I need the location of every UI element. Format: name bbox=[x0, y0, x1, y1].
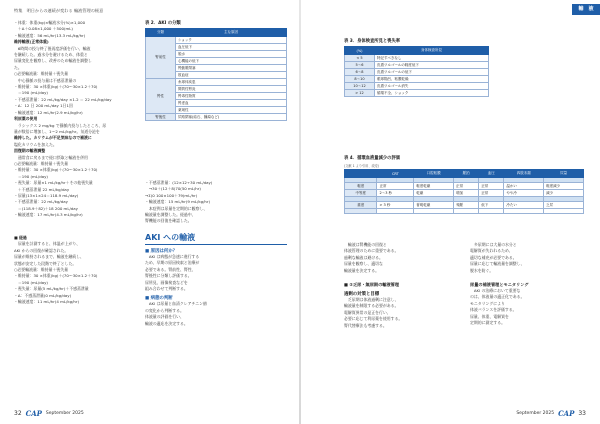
page-number: 33 bbox=[578, 410, 586, 417]
table-row bbox=[345, 190, 584, 197]
table-cell: 心機能の低下 bbox=[176, 58, 287, 65]
cap-logo: CAP bbox=[558, 409, 575, 418]
table-cell: 脱水 bbox=[176, 51, 287, 58]
table-cell bbox=[544, 209, 584, 214]
table-header: 身体検査所見 bbox=[375, 47, 489, 55]
text-line: 脱水を防ぐ。 bbox=[470, 267, 494, 273]
far-right-body bbox=[470, 288, 586, 326]
aki-body-1 bbox=[145, 254, 287, 292]
cap-logo: CAP bbox=[25, 409, 42, 418]
section-3-title: ■ ②乏尿・無尿期の輸液管理 bbox=[344, 282, 400, 287]
table-3-title: 表 3．身体検査所見と喪失率 bbox=[344, 39, 401, 44]
table-4-note: (文献 1 より引用、改変) bbox=[344, 164, 380, 168]
table-cell: 間質性腎炎 bbox=[176, 86, 287, 93]
text-line: ・Δ：不感蒸泄量(0 mL/kg/day) bbox=[14, 292, 72, 298]
table-row bbox=[345, 83, 489, 90]
middle-column bbox=[145, 180, 287, 225]
section-3-body bbox=[344, 297, 459, 329]
table-header: 四肢末端 bbox=[504, 170, 544, 178]
text-line: 腎後性に分類し評価する。 bbox=[145, 273, 192, 279]
section-3-sub: 過剰の対策と目標 bbox=[344, 292, 380, 297]
table-row bbox=[345, 183, 584, 190]
text-line: ・喪失量：尿量(5 mL/kg/hr)＋不感蒸泄量 bbox=[14, 286, 89, 292]
table-row bbox=[345, 62, 489, 69]
table-2 bbox=[145, 20, 287, 121]
subsection-title: ■ 原因は何か？ bbox=[145, 249, 178, 254]
table-header bbox=[345, 170, 377, 178]
text-line: ラシックス 2 mg/kg で静脈内投与したところ、尿 bbox=[14, 122, 107, 128]
table-cell: 頻脈 bbox=[454, 202, 479, 209]
table-row bbox=[345, 209, 584, 214]
text-line: ・輸液速度：15 mL/hr(9 mL/kg/hr) bbox=[145, 199, 210, 205]
text-line: 塩化カリウムを加えた。 bbox=[14, 141, 57, 147]
aki-classification-table bbox=[145, 28, 287, 121]
far-right-column bbox=[470, 242, 586, 274]
text-line: 中心静脈の投与量は不感蒸泄量の bbox=[14, 77, 77, 83]
text-line: を継続した。過水分を避けるため、体重と bbox=[14, 52, 88, 58]
text-line: →30＋(12＋8)70(50 mL/hr) bbox=[145, 186, 201, 192]
table-cell: 正常 bbox=[454, 183, 479, 190]
table-2-title: 表 2．AKI の分類 bbox=[145, 21, 181, 26]
issue-date: September 2025 bbox=[516, 411, 555, 416]
text-line: ＋不感蒸泄量 22 mL/kg/day bbox=[14, 186, 70, 192]
table-cell: 皮膚ツルゴールの軽度低下 bbox=[375, 62, 489, 69]
text-line: 組み合わせて判断する。 bbox=[145, 286, 188, 292]
text-line: モニタリングにより bbox=[470, 300, 505, 306]
text-line: 尿量を計測すると、体温が上がり、 bbox=[14, 241, 81, 247]
volume-loss-table bbox=[344, 169, 584, 214]
table-row bbox=[345, 90, 489, 97]
table-row bbox=[345, 76, 489, 83]
text-line: 回復期の輸液調整 bbox=[14, 148, 46, 154]
table-cell: < 5 bbox=[345, 55, 375, 62]
text-line: 輸液の適応を決定する。 bbox=[145, 320, 188, 326]
text-line: 腎機能の回復を確認した。 bbox=[145, 218, 192, 224]
table-cell: 重度 bbox=[345, 202, 377, 209]
text-line: 体液量の評価を行い、 bbox=[145, 314, 184, 320]
text-line: の変化から判断する。 bbox=[145, 307, 184, 313]
table-cell: 腎動脈閉塞 bbox=[176, 65, 287, 72]
table-cell: 正常 bbox=[479, 190, 504, 197]
table-cell: 減少 bbox=[544, 190, 584, 197]
text-line: ・不感蒸泄量：22 mL/kg/day bbox=[14, 199, 68, 205]
text-line: ・輸液速度：11 mL/hr(4 mL/kg/hr) bbox=[14, 299, 79, 305]
text-line: 輸液は腎機能の回復と bbox=[344, 242, 387, 247]
text-line: 尿量変化を観察し、改善のため輸液を調整し bbox=[14, 58, 92, 64]
text-line: →Σ(0 100×100＋79(mL/hr) bbox=[145, 192, 198, 198]
aki-section bbox=[145, 232, 287, 327]
text-line: ・尿量(13×1×24＝118.9 mL/day) bbox=[14, 192, 79, 198]
table-header: 主な原因 bbox=[176, 29, 287, 37]
table-cell: 腎虚血 bbox=[176, 100, 287, 107]
table-cell: 皮膚ツルゴールの低下 bbox=[375, 69, 489, 76]
text-line: 必要である。腎前性、腎性、 bbox=[145, 266, 196, 272]
table-cell: ショック bbox=[176, 37, 287, 44]
dehydration-table bbox=[344, 46, 489, 97]
text-line: ・維持量：30 ×体重(kg)＋(70〜30×1.2＋70) bbox=[14, 273, 98, 279]
text-line: ○必要輸液量：維持量＋喪失量 bbox=[14, 160, 68, 166]
footer-left bbox=[14, 409, 84, 418]
table-cell: 増加 bbox=[454, 190, 479, 197]
text-line: 多尿期には大量の水分と bbox=[470, 242, 517, 247]
table-cell: 特記すべきなし bbox=[375, 55, 489, 62]
table-4-title: 表 4．循環血液量減少の評価 bbox=[344, 156, 401, 161]
text-line: ＝(118.9＋82)＋18 200 mL/day bbox=[14, 205, 78, 211]
text-line: ため、早期の原因検索と治療が bbox=[145, 260, 200, 266]
left-column bbox=[14, 20, 134, 219]
text-line: のは、体液量の適正化である。 bbox=[470, 294, 525, 300]
text-line: 量が数倍に増加し、1〜2 mL/kg/hr。気道分泌を bbox=[14, 128, 100, 134]
table-cell: 腎後性 bbox=[146, 114, 176, 121]
table-cell: 5〜6 bbox=[345, 62, 375, 69]
text-line: ・不感蒸泄量：22 mL/kg/day ×1.2 ＝ 22 mL/kg/day bbox=[14, 96, 112, 102]
table-cell: 腎毒性物質 bbox=[176, 93, 287, 100]
text-line: ・喪失量：尿量×1 mL/kg/hr＋その他喪失量 bbox=[14, 180, 93, 186]
table-header: CRT bbox=[377, 170, 414, 178]
text-line: 輸液量を決定する。 bbox=[344, 267, 380, 273]
table-cell: 10〜12 bbox=[345, 83, 375, 90]
text-line: ＝190 (mL/day) bbox=[14, 90, 48, 96]
text-line: ・輸液速度：12 mL/hr(2.9 mL/kg/hr) bbox=[14, 109, 83, 115]
text-line: ・輸液速度：56 mL/hr(13.3 mL/kg/hr) bbox=[14, 32, 86, 38]
text-line: 尿所見、画像検査などを bbox=[145, 279, 188, 285]
issue-date: September 2025 bbox=[45, 411, 84, 416]
aki-body-2 bbox=[145, 301, 287, 327]
table-header: 血圧 bbox=[479, 170, 504, 178]
table-3 bbox=[344, 38, 489, 97]
text-line: ・体重：体重(kg)×輸液水分(%)×1,000 bbox=[14, 20, 86, 25]
text-line: 電解質が失われるため、 bbox=[470, 248, 513, 254]
table-cell: 軽度 bbox=[345, 183, 377, 190]
table-cell: 眼球陥凹、粘膜乾燥 bbox=[375, 76, 489, 83]
table-cell: 腎前性 bbox=[146, 37, 176, 79]
text-line: 維持した。カリウムが不足気味なので補液に bbox=[14, 135, 92, 141]
table-cell: > 12 bbox=[345, 90, 375, 97]
text-line: ○必要輸液量：維持量＋喪失量 bbox=[14, 71, 68, 77]
table-cell bbox=[479, 209, 504, 214]
table-cell: やや冷 bbox=[504, 190, 544, 197]
table-4 bbox=[344, 155, 584, 214]
table-cell: 乏尿 bbox=[544, 202, 584, 209]
text-line: ・Δ：12 日 200 mL/day 1日1回 bbox=[14, 103, 73, 109]
table-cell: 軽度乾燥 bbox=[414, 183, 454, 190]
table-cell: 尿路閉塞(結石、腫瘍など) bbox=[176, 114, 287, 121]
table-cell: 循環不全、ショック bbox=[375, 90, 489, 97]
table-cell bbox=[345, 209, 377, 214]
table-cell: 8〜10 bbox=[345, 76, 375, 83]
page-number: 32 bbox=[14, 410, 22, 417]
running-header: 特集 明日からの連続が変わる 輸液管理の極意 bbox=[14, 8, 104, 13]
table-cell: 著明乾燥 bbox=[414, 202, 454, 209]
text-line: ・不感蒸泄量：(12×12÷30 mL/day) bbox=[145, 180, 213, 185]
text-line: 輸液量を調整した。経過中、 bbox=[145, 212, 196, 218]
text-line: 定期的に測定する。 bbox=[470, 320, 506, 326]
text-line: 本症例は尿量を定期的に観察し、 bbox=[145, 205, 208, 211]
text-line: ・輸液速度：17 mL/hr(4.3 mL/kg/hr) bbox=[14, 212, 83, 218]
text-line: た。 bbox=[14, 64, 22, 70]
table-header: 分類 bbox=[146, 29, 176, 37]
table-cell bbox=[454, 209, 479, 214]
text-line: 尿量、体重、電解質を bbox=[470, 313, 509, 319]
text-line: ・維持量：30 ×体重(kg)＋(70〜30×1.2＋70) bbox=[14, 84, 98, 90]
text-line: ＝190 (mL/day) bbox=[14, 173, 48, 179]
table-row bbox=[345, 69, 489, 76]
table-cell: 薬剤性 bbox=[176, 107, 287, 114]
text-line: 輸液量を制限する必要がある。 bbox=[344, 303, 399, 309]
far-right-title: 尿量の補液管理とモニタリング bbox=[470, 282, 529, 287]
text-line: ■ 経過 bbox=[14, 235, 27, 240]
text-line: 尿量に応じて輸液量を調整し、 bbox=[470, 261, 525, 267]
table-cell bbox=[414, 209, 454, 214]
text-line: 腎代替療法も考慮する。 bbox=[344, 322, 387, 328]
text-line: ○必要輸液量：維持量＋喪失量 bbox=[14, 267, 68, 273]
text-line: ＝190 (mL/day) bbox=[14, 279, 48, 285]
table-cell bbox=[504, 209, 544, 214]
text-line: 6時間の投与終了後再度評価を行い、輸液 bbox=[14, 45, 91, 51]
table-cell: 血圧低下 bbox=[176, 44, 287, 51]
far-right-section bbox=[470, 282, 586, 326]
text-line: AKI は尿量と血清クレアチニン値 bbox=[145, 301, 207, 307]
text-line: 必要に応じて利尿薬を使用する。 bbox=[344, 316, 403, 322]
table-cell: 糸球体疾患 bbox=[176, 79, 287, 86]
table-header: 脈拍 bbox=[454, 170, 479, 178]
text-line: 利尿薬の使用 bbox=[14, 116, 38, 122]
text-line: AKI からの回復が確認された。 bbox=[14, 247, 69, 253]
right-text bbox=[344, 242, 459, 274]
section-title: AKI への輸液 bbox=[145, 232, 287, 245]
text-line: 電解質異常の是正を行い、 bbox=[344, 309, 391, 315]
subsection-title: ■ 病態の判断 bbox=[145, 296, 173, 302]
table-row bbox=[345, 55, 489, 62]
text-line: 乏尿期は体液過剰に注意し、 bbox=[344, 297, 399, 302]
text-line: AKI は病態が急速に進行する bbox=[145, 254, 200, 259]
text-line: 状態が安定した段階で終了とした。 bbox=[14, 260, 77, 266]
right-page bbox=[300, 0, 600, 424]
text-line: AKI の治療において重要な bbox=[470, 288, 521, 293]
text-line: ＋Δ＋0.08×1,000 ＋500(mL) bbox=[14, 26, 73, 32]
table-cell: 低下 bbox=[479, 202, 504, 209]
text-line: 尿量を観察し、適切な bbox=[344, 261, 383, 267]
table-cell: 6〜8 bbox=[345, 69, 375, 76]
table-cell: 中等度 bbox=[345, 190, 377, 197]
text-line: 適切な補充が必要である。 bbox=[470, 254, 517, 260]
table-cell: 腎性 bbox=[146, 79, 176, 114]
table-cell: 皮膚ツルゴール消失 bbox=[375, 83, 489, 90]
text-line: 維持輸液(正常体重) bbox=[14, 39, 49, 45]
footer-right bbox=[516, 409, 586, 418]
table-cell: 2〜3 秒 bbox=[377, 190, 414, 197]
section-tab: 輸 液 bbox=[572, 4, 600, 15]
table-cell bbox=[377, 209, 414, 214]
left-column-b bbox=[14, 235, 134, 305]
table-cell: 正常 bbox=[479, 183, 504, 190]
text-line: 通常食に戻るまで経口摂取と輸液を併用 bbox=[14, 154, 88, 160]
table-cell: 敗血症 bbox=[176, 72, 287, 79]
text-line: 過剰な輸液は避ける。 bbox=[344, 254, 383, 260]
text-line: 尿量が維持されるまで、輸液を継続し、 bbox=[14, 254, 84, 260]
table-cell: 軽度減少 bbox=[544, 183, 584, 190]
table-header: 口腔粘膜 bbox=[414, 170, 454, 178]
table-cell: 温かい bbox=[504, 183, 544, 190]
table-cell: 冷たい bbox=[504, 202, 544, 209]
text-line: 体液バランスを評価する。 bbox=[470, 307, 517, 313]
table-row bbox=[345, 202, 584, 209]
table-cell: 正常 bbox=[377, 183, 414, 190]
section-3 bbox=[344, 282, 459, 329]
table-cell: > 3 秒 bbox=[377, 202, 414, 209]
text-line: 体液管理のために重要である。 bbox=[344, 248, 399, 254]
table-header: (%) bbox=[345, 47, 375, 55]
table-cell: 乾燥 bbox=[414, 190, 454, 197]
text-line: ・維持量：30 ×体重(kg)＋(70〜30×1.2＋70) bbox=[14, 167, 98, 173]
table-header: 尿量 bbox=[544, 170, 584, 178]
